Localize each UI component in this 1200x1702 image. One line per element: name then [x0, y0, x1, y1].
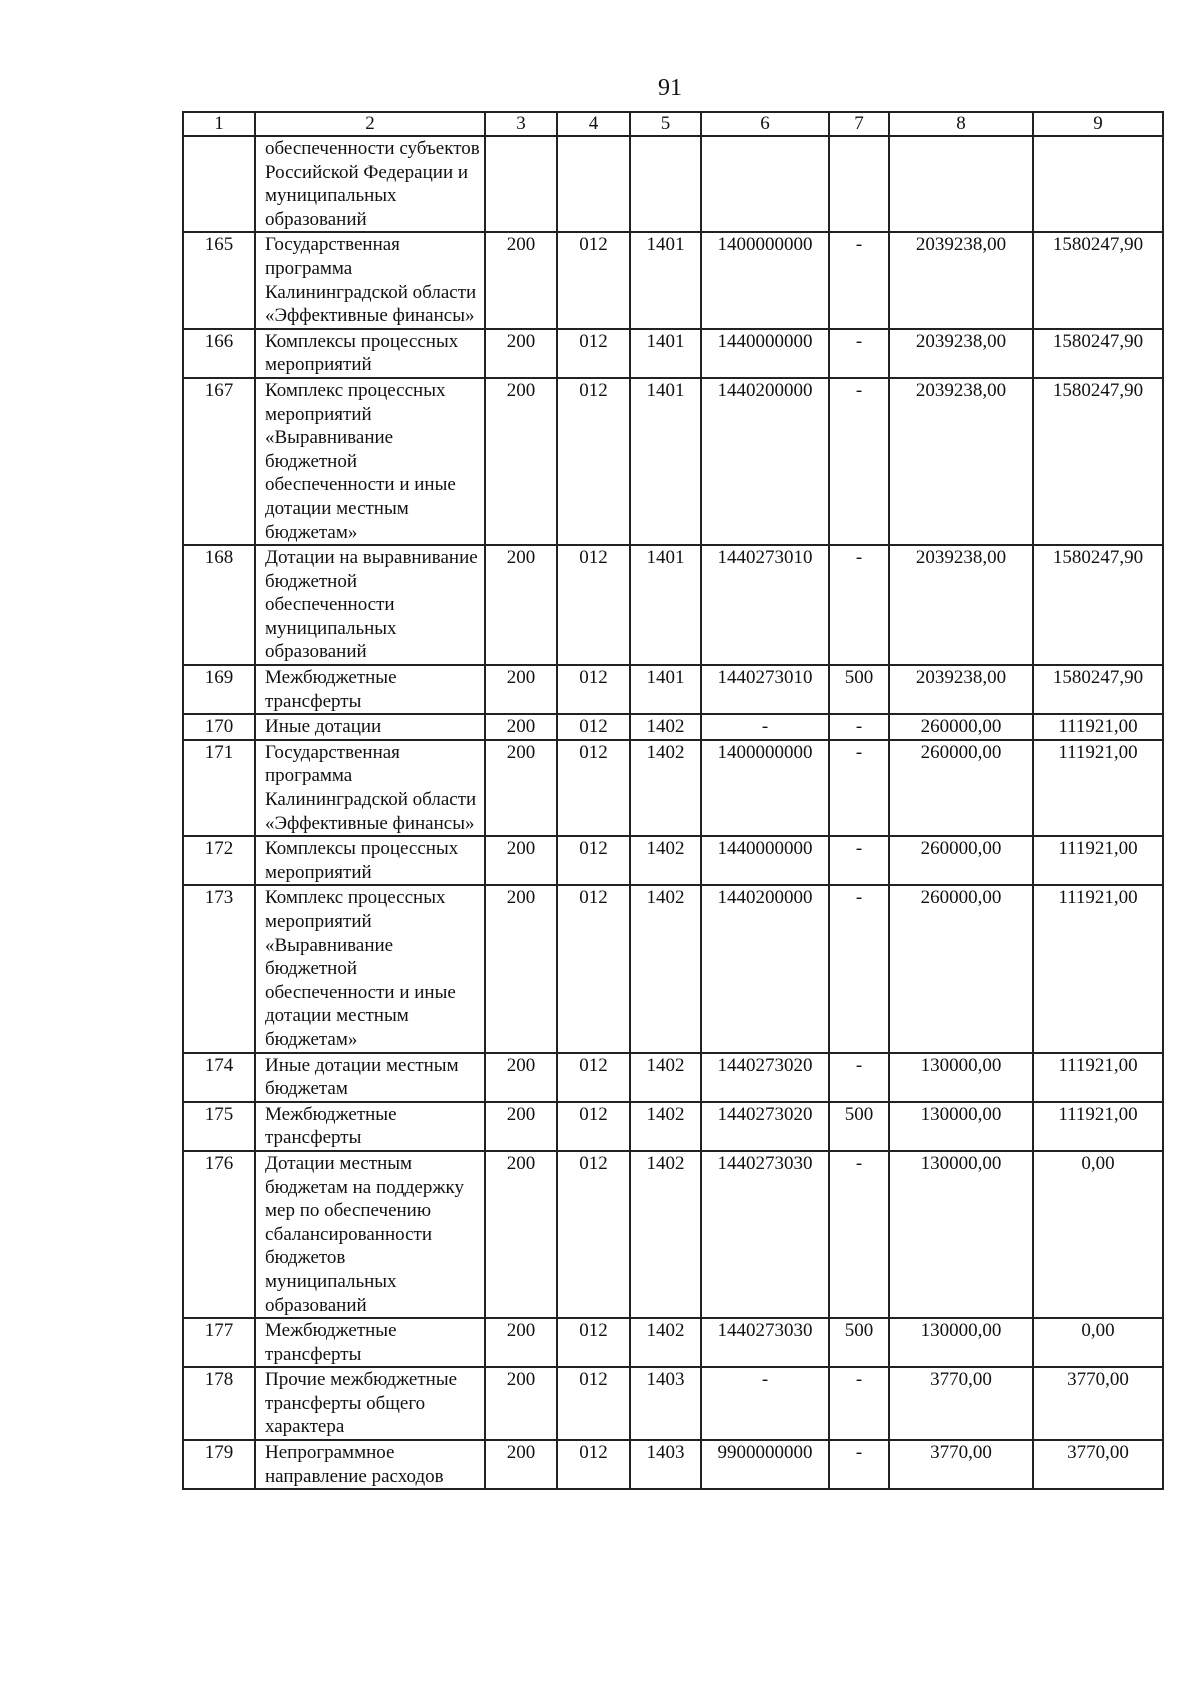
table-row [183, 1367, 1163, 1440]
row-number-cell: 166 [183, 329, 255, 378]
expense-type-cell: - [829, 740, 889, 836]
col4-cell: 012 [557, 836, 630, 885]
col4-cell: 012 [557, 329, 630, 378]
expense-type-cell: - [829, 1367, 889, 1440]
table-row [183, 836, 1163, 885]
planned-amount-cell: 3770,00 [889, 1440, 1033, 1489]
target-article-cell [701, 136, 829, 232]
column-header-9: 9 [1033, 112, 1163, 136]
col4-cell: 012 [557, 885, 630, 1052]
row-name-cell: Иные дотации местным бюджетам [255, 1053, 485, 1102]
col5-cell: 1403 [630, 1440, 701, 1489]
row-name-cell: Межбюджетные трансферты [255, 1318, 485, 1367]
col5-cell: 1402 [630, 740, 701, 836]
budget-table [182, 111, 1164, 1490]
executed-amount-cell: 0,00 [1033, 1318, 1163, 1367]
row-name-cell: Межбюджетные трансферты [255, 665, 485, 714]
row-name-cell: Межбюджетные трансферты [255, 1102, 485, 1151]
table-row [183, 545, 1163, 665]
row-number-cell: 178 [183, 1367, 255, 1440]
row-number-cell: 169 [183, 665, 255, 714]
row-name-cell: Непрограммное направление расходов [255, 1440, 485, 1489]
row-name-cell: Дотации на выравнивание бюджетной обеспеченности муниципальных образований [255, 545, 485, 665]
planned-amount-cell: 2039238,00 [889, 378, 1033, 545]
col3-cell: 200 [485, 1102, 557, 1151]
row-number-cell: 170 [183, 714, 255, 740]
table-row [183, 1318, 1163, 1367]
executed-amount-cell: 1580247,90 [1033, 378, 1163, 545]
table-body [183, 136, 1163, 1489]
executed-amount-cell: 1580247,90 [1033, 545, 1163, 665]
table-row [183, 1440, 1163, 1489]
row-name-cell: обеспеченности субъектов Российской Федерации и муниципальных образований [255, 136, 485, 232]
executed-amount-cell: 3770,00 [1033, 1440, 1163, 1489]
col5-cell: 1401 [630, 545, 701, 665]
row-number-cell: 172 [183, 836, 255, 885]
target-article-cell: 1440200000 [701, 378, 829, 545]
planned-amount-cell: 260000,00 [889, 740, 1033, 836]
col3-cell: 200 [485, 1318, 557, 1367]
row-number-cell: 173 [183, 885, 255, 1052]
col5-cell: 1402 [630, 1053, 701, 1102]
column-header-7: 7 [829, 112, 889, 136]
planned-amount-cell: 260000,00 [889, 714, 1033, 740]
expense-type-cell: - [829, 1053, 889, 1102]
row-name-cell: Иные дотации [255, 714, 485, 740]
executed-amount-cell: 111921,00 [1033, 836, 1163, 885]
row-number-cell: 167 [183, 378, 255, 545]
table-row [183, 1053, 1163, 1102]
col5-cell: 1401 [630, 329, 701, 378]
target-article-cell: 1400000000 [701, 232, 829, 328]
target-article-cell: - [701, 1367, 829, 1440]
col4-cell: 012 [557, 378, 630, 545]
executed-amount-cell: 111921,00 [1033, 1102, 1163, 1151]
col5-cell [630, 136, 701, 232]
col4-cell: 012 [557, 1318, 630, 1367]
target-article-cell: 1440273010 [701, 545, 829, 665]
row-number-cell: 174 [183, 1053, 255, 1102]
planned-amount-cell: 130000,00 [889, 1102, 1033, 1151]
expense-type-cell: 500 [829, 665, 889, 714]
planned-amount-cell: 2039238,00 [889, 665, 1033, 714]
target-article-cell: 1400000000 [701, 740, 829, 836]
col3-cell: 200 [485, 1151, 557, 1318]
col3-cell: 200 [485, 329, 557, 378]
target-article-cell: 1440273030 [701, 1151, 829, 1318]
col3-cell: 200 [485, 885, 557, 1052]
table-row [183, 665, 1163, 714]
table-row [183, 329, 1163, 378]
row-number-cell: 179 [183, 1440, 255, 1489]
col4-cell: 012 [557, 1367, 630, 1440]
table-row [183, 378, 1163, 545]
col3-cell: 200 [485, 740, 557, 836]
column-header-2: 2 [255, 112, 485, 136]
row-number-cell: 176 [183, 1151, 255, 1318]
col3-cell: 200 [485, 1053, 557, 1102]
executed-amount-cell: 111921,00 [1033, 1053, 1163, 1102]
planned-amount-cell: 260000,00 [889, 885, 1033, 1052]
expense-type-cell: - [829, 329, 889, 378]
col3-cell: 200 [485, 714, 557, 740]
table-row [183, 885, 1163, 1052]
col4-cell [557, 136, 630, 232]
column-header-6: 6 [701, 112, 829, 136]
target-article-cell: 1440273020 [701, 1053, 829, 1102]
executed-amount-cell: 3770,00 [1033, 1367, 1163, 1440]
planned-amount-cell [889, 136, 1033, 232]
row-number-cell: 171 [183, 740, 255, 836]
page-number: 91 [658, 75, 682, 101]
col5-cell: 1402 [630, 836, 701, 885]
planned-amount-cell: 2039238,00 [889, 545, 1033, 665]
col3-cell: 200 [485, 378, 557, 545]
col3-cell [485, 136, 557, 232]
executed-amount-cell: 111921,00 [1033, 714, 1163, 740]
col4-cell: 012 [557, 545, 630, 665]
planned-amount-cell: 3770,00 [889, 1367, 1033, 1440]
expense-type-cell: - [829, 1151, 889, 1318]
executed-amount-cell: 111921,00 [1033, 740, 1163, 836]
target-article-cell: 1440273010 [701, 665, 829, 714]
expense-type-cell: 500 [829, 1102, 889, 1151]
expense-type-cell: 500 [829, 1318, 889, 1367]
col5-cell: 1402 [630, 885, 701, 1052]
column-header-5: 5 [630, 112, 701, 136]
row-number-cell [183, 136, 255, 232]
col5-cell: 1401 [630, 378, 701, 545]
col4-cell: 012 [557, 665, 630, 714]
planned-amount-cell: 260000,00 [889, 836, 1033, 885]
table-row [183, 1102, 1163, 1151]
expense-type-cell: - [829, 232, 889, 328]
col4-cell: 012 [557, 232, 630, 328]
row-number-cell: 175 [183, 1102, 255, 1151]
col5-cell: 1402 [630, 1151, 701, 1318]
row-name-cell: Государственная программа Калининградской области «Эффективные финансы» [255, 232, 485, 328]
expense-type-cell: - [829, 885, 889, 1052]
col5-cell: 1402 [630, 1318, 701, 1367]
executed-amount-cell: 1580247,90 [1033, 232, 1163, 328]
target-article-cell: 1440000000 [701, 836, 829, 885]
target-article-cell: 1440273030 [701, 1318, 829, 1367]
col4-cell: 012 [557, 1151, 630, 1318]
col4-cell: 012 [557, 740, 630, 836]
target-article-cell: - [701, 714, 829, 740]
column-header-4: 4 [557, 112, 630, 136]
col5-cell: 1403 [630, 1367, 701, 1440]
col3-cell: 200 [485, 665, 557, 714]
target-article-cell: 9900000000 [701, 1440, 829, 1489]
row-name-cell: Комплекс процессных мероприятий «Выравнивание бюджетной обеспеченности и иные дотации местным бюджетам» [255, 378, 485, 545]
row-name-cell: Прочие межбюджетные трансферты общего характера [255, 1367, 485, 1440]
planned-amount-cell: 2039238,00 [889, 329, 1033, 378]
target-article-cell: 1440000000 [701, 329, 829, 378]
col4-cell: 012 [557, 714, 630, 740]
expense-type-cell: - [829, 545, 889, 665]
table-row [183, 136, 1163, 232]
expense-type-cell [829, 136, 889, 232]
column-header-8: 8 [889, 112, 1033, 136]
planned-amount-cell: 2039238,00 [889, 232, 1033, 328]
row-number-cell: 168 [183, 545, 255, 665]
column-header-1: 1 [183, 112, 255, 136]
col5-cell: 1401 [630, 665, 701, 714]
row-name-cell: Комплексы процессных мероприятий [255, 836, 485, 885]
expense-type-cell: - [829, 1440, 889, 1489]
planned-amount-cell: 130000,00 [889, 1318, 1033, 1367]
row-number-cell: 165 [183, 232, 255, 328]
planned-amount-cell: 130000,00 [889, 1151, 1033, 1318]
target-article-cell: 1440200000 [701, 885, 829, 1052]
expense-type-cell: - [829, 836, 889, 885]
col5-cell: 1401 [630, 232, 701, 328]
table-row [183, 740, 1163, 836]
expense-type-cell: - [829, 378, 889, 545]
col3-cell: 200 [485, 1367, 557, 1440]
row-name-cell: Государственная программа Калининградской области «Эффективные финансы» [255, 740, 485, 836]
executed-amount-cell: 111921,00 [1033, 885, 1163, 1052]
executed-amount-cell: 0,00 [1033, 1151, 1163, 1318]
executed-amount-cell: 1580247,90 [1033, 329, 1163, 378]
executed-amount-cell [1033, 136, 1163, 232]
column-header-3: 3 [485, 112, 557, 136]
row-name-cell: Комплекс процессных мероприятий «Выравнивание бюджетной обеспеченности и иные дотации местным бюджетам» [255, 885, 485, 1052]
expense-type-cell: - [829, 714, 889, 740]
row-name-cell: Дотации местным бюджетам на поддержку мер по обеспечению сбалансированности бюджетов муниципальных образований [255, 1151, 485, 1318]
table-row [183, 1151, 1163, 1318]
col5-cell: 1402 [630, 714, 701, 740]
col4-cell: 012 [557, 1440, 630, 1489]
executed-amount-cell: 1580247,90 [1033, 665, 1163, 714]
col3-cell: 200 [485, 1440, 557, 1489]
col4-cell: 012 [557, 1102, 630, 1151]
col3-cell: 200 [485, 232, 557, 328]
row-number-cell: 177 [183, 1318, 255, 1367]
col4-cell: 012 [557, 1053, 630, 1102]
target-article-cell: 1440273020 [701, 1102, 829, 1151]
column-number-row [183, 112, 1163, 136]
col5-cell: 1402 [630, 1102, 701, 1151]
row-name-cell: Комплексы процессных мероприятий [255, 329, 485, 378]
planned-amount-cell: 130000,00 [889, 1053, 1033, 1102]
col3-cell: 200 [485, 836, 557, 885]
table-row [183, 714, 1163, 740]
table-row [183, 232, 1163, 328]
col3-cell: 200 [485, 545, 557, 665]
